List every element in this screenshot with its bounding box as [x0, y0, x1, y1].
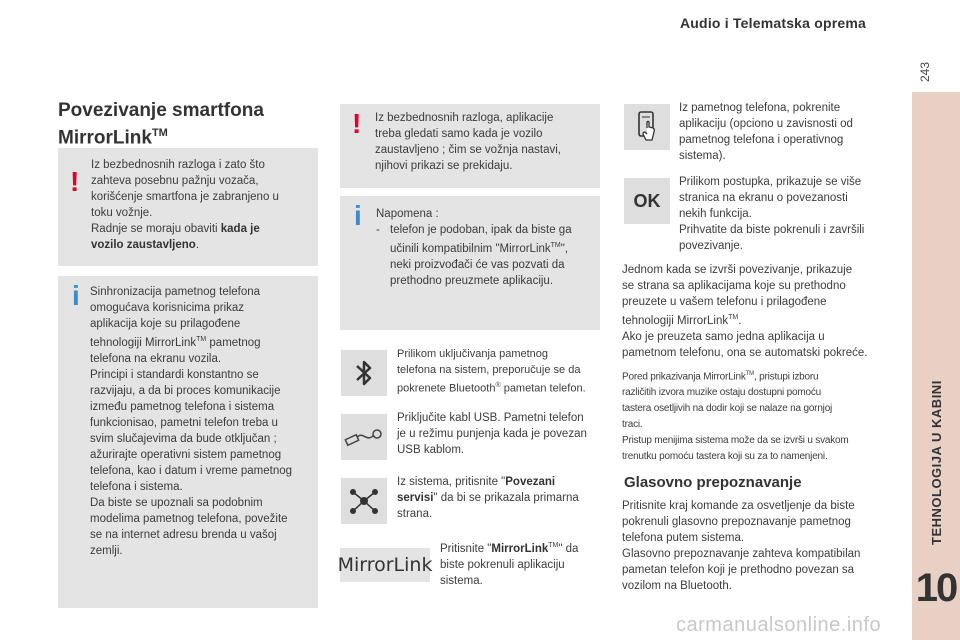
info-icon: i [354, 200, 362, 231]
page-title [58, 100, 328, 149]
warning-icon: ! [352, 108, 362, 139]
connection-paragraph: Jednom kada se izvrši povezivanje, prikazuje se strana sa aplikacijama koje su prethodno preuzete u vašem telefonu i prilagođene tehnologiji MirrorLink™. Ako je preuzeta samo jedna aplikacija u pametnom telefonu, ona se automatski pokreće. [622, 264, 868, 359]
voice-recognition-text: Pritisnite kraj komande za osvetljenje da biste pokrenuli glasovno prepoznavanje pametnog telefona putem sistema. Glasovno prepoznavanje zahteva kompatibilan pametan telefon koji je prethodno povezan sa vozilom na Bluetooth. [622, 500, 861, 592]
info-icon: i [72, 280, 80, 311]
step-mirrorlink-text: Pritisnite "MirrorLink™" da biste pokrenuli aplikaciju sistema. [440, 542, 579, 587]
page-number: 243 [918, 61, 932, 82]
warning-text: Iz bezbednosnih razloga i zato što zahteva posebnu pažnju vozača, korišćenje smartfona je zabranjeno u toku vožnje. Radnje se moraju obaviti kada je vozilo zaustavljeno. [91, 159, 279, 251]
warning-text: Iz bezbednosnih razloga, aplikacije treba gledati samo kada je vozilo zaustavljeno ; čim se vožnja nastavi, njihovi prikazi se prekidaju. [375, 112, 562, 172]
step-usb-text: Priključite kabl USB. Pametni telefon je u režimu punjenja kada je povezan USB kablom. [397, 412, 587, 456]
connected-services-icon [341, 478, 387, 524]
title-line-1: Povezivanje smartfona [58, 100, 264, 121]
note-text: Napomena : - telefon je podoban, ipak da biste ga učinili kompatibilnim "MirrorLink™", neki proizvođači će vas pozvati da prethodno preuzmete aplikaciju. [376, 208, 572, 287]
chapter-tab [912, 92, 960, 640]
title-line-2: MirrorLink™ [58, 127, 168, 149]
step-ok-text: Prilikom postupka, prikazuje se više stranica na ekranu o povezanosti nekih funkcija. Prihvatite da biste pokrenuli i završili povezivanje. [679, 176, 865, 252]
warning-icon: ! [70, 166, 80, 197]
usb-cable-icon [341, 414, 387, 460]
warning-box-driving [58, 148, 318, 266]
bluetooth-icon [341, 350, 387, 396]
watermark: carmanualsonline.info [676, 614, 882, 636]
mirrorlink-logo: MirrorLink [340, 548, 430, 582]
running-header: Audio i Telematska oprema [680, 15, 867, 31]
header-rule [622, 0, 902, 6]
sources-paragraph: Pored prikazivanja MirrorLink™, pristupi izboru različitih izvora muzike ostaju dostupni pomoću tastera osetljivih na dodir koji se nalaze na gornjoj traci. Pristup menijima sistema može da se izvrši u svakom trenutku pomoću tastera koji su za to namenjeni. [622, 371, 849, 463]
info-text: Sinhronizacija pametnog telefona omogućava korisnicima prikaz aplikacija koje su prilagođene tehnologiji MirrorLink™ pametnog telefona na ekranu vozila. Principi i standardi konstantno se razvijaju, a da bi proces komunikacije između pametnog telefona i sistema funkcionisao, pametni telefon treba u svim slučajevima da bude otključan ; ažurirajte operativni sistem pametnog telefona, kao i datum i vreme pametnog telefona i sistema. Da biste se upoznali sa podobnim modelima pametnog telefona, povežite se na internet adresu brenda u vašoj zemlji. [90, 286, 293, 557]
info-box-sync [58, 276, 318, 608]
info-box-note [340, 196, 600, 330]
step-services-text: Iz sistema, pritisnite "Povezani servisi" da bi se prikazala primarna strana. [397, 476, 579, 520]
step-phone-text: Iz pametnog telefona, pokrenite aplikaciju (opciono u zavisnosti od pametnog telefona i operativnog sistema). [679, 102, 853, 162]
chapter-number: 10 [915, 566, 957, 610]
step-bluetooth-text: Prilikom uključivanja pametnog telefona na sistem, preporučuje se da pokrenete Bluetooth® pametan telefon. [397, 348, 586, 395]
warning-box-viewing [340, 104, 600, 188]
smartphone-touch-icon [624, 104, 670, 150]
ok-button-icon: OK [624, 178, 670, 224]
chapter-label: TEHNOLOGIJA U KABINI [929, 380, 944, 545]
voice-recognition-title: Glasovno prepoznavanje [624, 474, 802, 491]
